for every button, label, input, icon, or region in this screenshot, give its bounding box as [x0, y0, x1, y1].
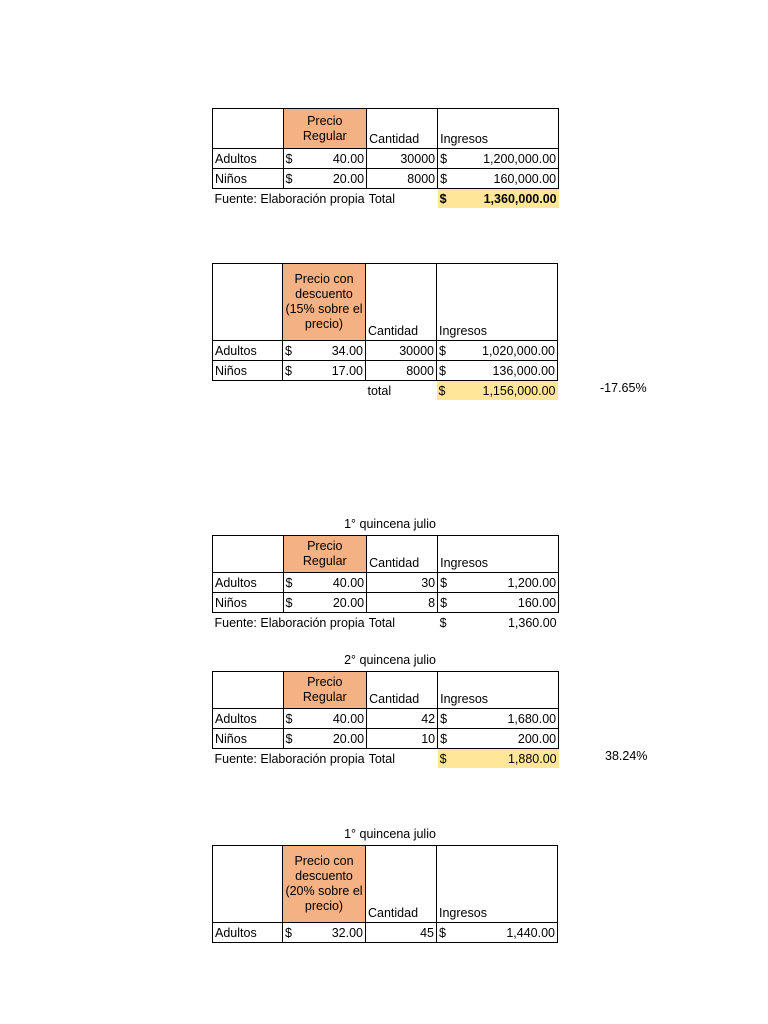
table-row	[213, 169, 559, 189]
price-value: 34.00	[331, 344, 363, 358]
table-title: 1° quincena julio	[344, 517, 436, 531]
header-quantity: Cantidad	[366, 846, 437, 923]
total-row	[213, 749, 559, 769]
income-value: 1,200,000.00	[483, 152, 557, 166]
currency-symbol: $	[285, 344, 292, 358]
income-value: 1,680.00	[507, 712, 557, 726]
currency-symbol: $	[439, 364, 446, 378]
quantity-value: 42	[367, 709, 438, 729]
currency-symbol: $	[285, 712, 293, 726]
header-income: Ingresos	[437, 264, 558, 341]
row-label: Niños	[213, 593, 284, 613]
total-label: total	[367, 384, 392, 398]
income-value: 136,000.00	[492, 364, 555, 378]
currency-symbol: $	[285, 926, 292, 940]
header-income: Ingresos	[438, 672, 559, 709]
currency-symbol: $	[439, 344, 446, 358]
price-value: 20.00	[332, 596, 365, 610]
table-row	[213, 573, 559, 593]
quantity-value: 30000	[367, 149, 438, 169]
change-percentage: 38.24%	[605, 749, 648, 763]
header-empty-cell	[213, 846, 283, 923]
total-value: 1,156,000.00	[482, 384, 556, 398]
quantity-value: 8	[367, 593, 438, 613]
total-label: Total	[368, 752, 396, 766]
table-row	[213, 149, 559, 169]
header-income: Ingresos	[438, 109, 559, 149]
header-price: Precio Regular	[283, 672, 367, 709]
price-value: 40.00	[332, 576, 365, 590]
header-quantity: Cantidad	[367, 536, 438, 573]
header-price: Precio con descuento (20% sobre el precio)	[283, 846, 366, 923]
currency-symbol: $	[285, 596, 293, 610]
income-value: 1,440.00	[506, 926, 555, 940]
income-value: 200.00	[517, 732, 557, 746]
row-label: Niños	[213, 729, 284, 749]
currency-symbol: $	[439, 192, 447, 206]
currency-symbol: $	[285, 172, 293, 186]
income-value: 1,200.00	[507, 576, 557, 590]
change-percentage: -17.65%	[600, 381, 647, 395]
header-empty-cell	[213, 109, 284, 149]
header-quantity: Cantidad	[367, 672, 438, 709]
header-empty-cell	[213, 672, 284, 709]
currency-symbol: $	[440, 712, 448, 726]
quantity-value: 30000	[366, 341, 437, 361]
income-value: 1,020,000.00	[482, 344, 555, 358]
table-discount-20	[212, 845, 558, 943]
price-value: 40.00	[332, 712, 365, 726]
header-price: Precio Regular	[283, 109, 367, 149]
total-value: 1,360.00	[507, 616, 557, 630]
income-value: 160,000.00	[493, 172, 557, 186]
currency-symbol: $	[285, 364, 292, 378]
price-value: 40.00	[332, 152, 365, 166]
total-value: 1,360,000.00	[483, 192, 557, 206]
row-label: Niños	[213, 361, 283, 381]
table-title: 1° quincena julio	[344, 827, 436, 841]
header-income: Ingresos	[437, 846, 558, 923]
table-row	[213, 593, 559, 613]
table-discount-15	[212, 263, 558, 400]
table-row	[213, 361, 558, 381]
header-price: Precio con descuento (15% sobre el precio)	[283, 264, 366, 341]
currency-symbol: $	[440, 172, 448, 186]
row-label: Adultos	[213, 709, 284, 729]
currency-symbol: $	[285, 576, 293, 590]
quantity-value: 8000	[366, 361, 437, 381]
currency-symbol: $	[285, 732, 293, 746]
price-value: 20.00	[332, 732, 365, 746]
currency-symbol: $	[285, 152, 293, 166]
header-quantity: Cantidad	[367, 109, 438, 149]
row-label: Adultos	[213, 573, 284, 593]
currency-symbol: $	[439, 752, 447, 766]
source-note: Fuente: Elaboración propia	[214, 192, 365, 206]
currency-symbol: $	[440, 596, 448, 610]
total-value: 1,880.00	[507, 752, 557, 766]
table-regular-price	[212, 108, 559, 208]
table-row	[213, 709, 559, 729]
total-row	[213, 381, 558, 401]
currency-symbol: $	[440, 576, 448, 590]
total-label: Total	[368, 192, 396, 206]
currency-symbol: $	[438, 384, 446, 398]
header-income: Ingresos	[438, 536, 559, 573]
header-empty-cell	[213, 264, 283, 341]
header-quantity: Cantidad	[366, 264, 437, 341]
price-value: 32.00	[331, 926, 363, 940]
header-price: Precio Regular	[283, 536, 367, 573]
price-value: 17.00	[331, 364, 363, 378]
currency-symbol: $	[439, 926, 446, 940]
currency-symbol: $	[440, 732, 448, 746]
total-row	[213, 189, 559, 209]
quantity-value: 45	[366, 923, 437, 943]
currency-symbol: $	[440, 152, 448, 166]
quantity-value: 8000	[367, 169, 438, 189]
currency-symbol: $	[439, 616, 447, 630]
table-row	[213, 923, 558, 943]
table-title: 2° quincena julio	[344, 653, 436, 667]
income-value: 160.00	[517, 596, 557, 610]
quantity-value: 10	[367, 729, 438, 749]
price-value: 20.00	[332, 172, 365, 186]
table-second-half-july	[212, 671, 559, 768]
table-first-half-july	[212, 535, 559, 632]
table-row	[213, 729, 559, 749]
row-label: Adultos	[213, 341, 283, 361]
header-empty-cell	[213, 536, 284, 573]
total-label: Total	[368, 616, 396, 630]
total-row	[213, 613, 559, 633]
row-label: Niños	[213, 169, 284, 189]
quantity-value: 30	[367, 573, 438, 593]
source-note: Fuente: Elaboración propia	[214, 752, 365, 766]
table-row	[213, 341, 558, 361]
row-label: Adultos	[213, 923, 283, 943]
source-note: Fuente: Elaboración propia	[214, 616, 365, 630]
row-label: Adultos	[213, 149, 284, 169]
